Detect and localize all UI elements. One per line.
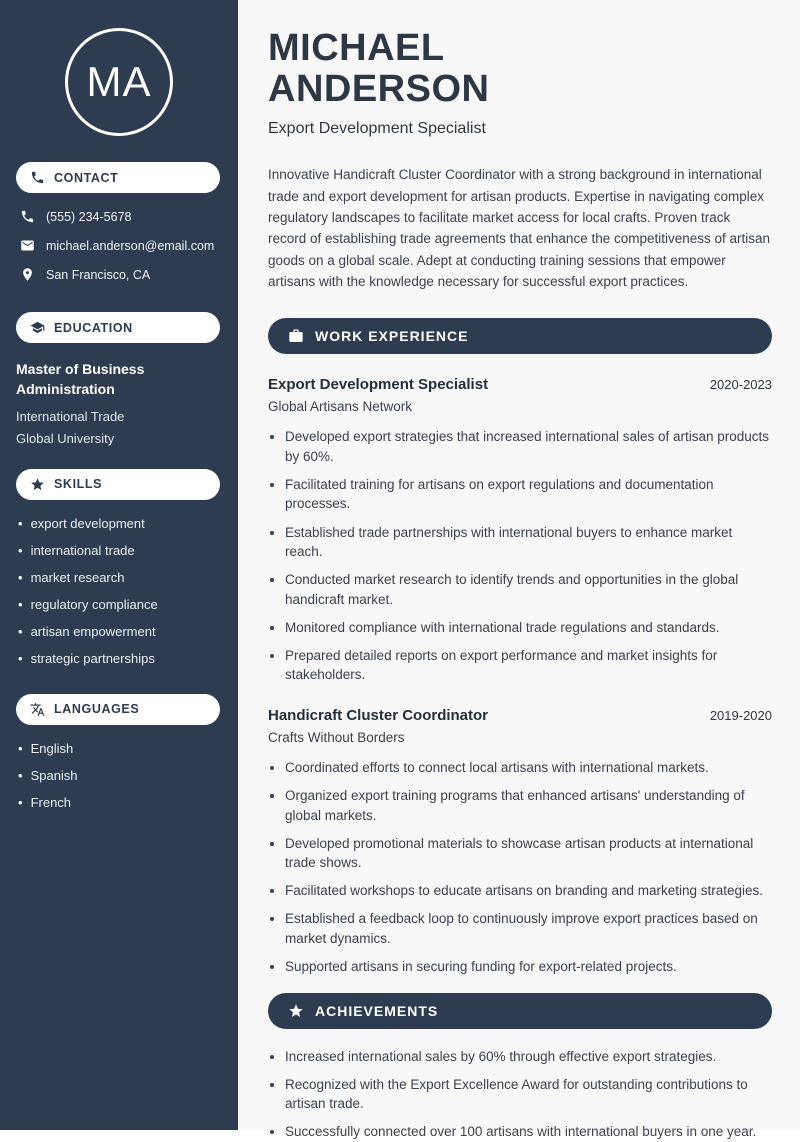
phone-icon <box>30 170 45 185</box>
skill-item: • regulatory compliance <box>18 597 224 612</box>
achievement-bullet: • Recognized with the Export Excellence Award for outstanding contributions to artisan trade. <box>285 1075 772 1114</box>
education-degree: Master of Business Administration <box>16 361 145 398</box>
languages-section-header <box>16 694 220 725</box>
job-position: Handicraft Cluster Coordinator <box>268 706 489 724</box>
language-item: • English <box>18 741 224 756</box>
job-dates: 2020-2023 <box>709 377 772 393</box>
job-bullet: • Facilitated training for artisans on export regulations and documentation processes. <box>285 475 772 514</box>
contact-email-row <box>0 238 238 253</box>
graduation-cap-icon <box>30 320 45 335</box>
job-bullet: • Prepared detailed reports on export performance and market insights for stakeholders. <box>285 646 772 685</box>
briefcase-icon <box>288 328 304 344</box>
contact-location-row <box>0 267 238 282</box>
contact-section-header <box>16 162 220 193</box>
avatar-initials: MA <box>86 58 152 105</box>
job-bullet: • Established trade partnerships with international buyers to enhance market reach. <box>285 523 772 562</box>
skill-item: • export development <box>18 516 224 531</box>
skill-item: • market research <box>18 570 224 585</box>
job-dates: 2019-2020 <box>709 707 772 723</box>
star-icon <box>30 477 45 492</box>
job-entry <box>268 707 772 977</box>
achievement-bullet: • Increased international sales by 60% through effective export strategies. <box>285 1047 772 1067</box>
job-header <box>268 707 772 724</box>
education-entry <box>0 359 238 446</box>
job-position: Export Development Specialist <box>268 376 489 394</box>
skills-section-title: SKILLS <box>54 477 103 492</box>
skill-item: • strategic partnerships <box>18 651 224 666</box>
achievement-bullet: • Successfully connected over 100 artisans with international buyers in one year. <box>285 1122 772 1142</box>
language-item: • Spanish <box>18 768 224 783</box>
contact-phone-value: (555) 234-5678 <box>46 209 132 224</box>
job-bullet: • Facilitated workshops to educate artisans on branding and marketing strategies. <box>285 881 772 901</box>
job-company: Global Artisans Network <box>268 399 413 415</box>
education-section-header <box>16 312 220 343</box>
education-section-title: EDUCATION <box>54 320 133 335</box>
phone-icon <box>20 209 35 224</box>
skills-section-header <box>16 469 220 500</box>
name-last-line: ANDERSON <box>268 67 490 110</box>
job-bullet: • Developed export strategies that increased international sales of artisan products by 60%. <box>285 427 772 466</box>
resume-main <box>238 0 800 1140</box>
job-header <box>268 376 772 393</box>
avatar <box>65 28 173 136</box>
languages-section-title: LANGUAGES <box>54 702 140 717</box>
job-bullet: • Monitored compliance with international trade regulations and standards. <box>285 618 772 638</box>
job-bullet-list <box>268 758 772 977</box>
job-bullet: • Developed promotional materials to showcase artisan products at international trade shows. <box>285 834 772 873</box>
contact-email-value: michael.anderson@email.com <box>46 238 215 253</box>
language-item: • French <box>18 795 224 810</box>
skills-list <box>0 516 238 666</box>
star-icon <box>288 1003 304 1019</box>
name-first-line: MICHAEL <box>268 27 445 69</box>
job-bullet: • Conducted market research to identify trends and opportunities in the global handicraft market. <box>285 570 772 609</box>
work-experience-title: WORK EXPERIENCE <box>315 328 469 345</box>
education-field: International Trade <box>16 408 125 424</box>
job-bullet: • Supported artisans in securing funding for export-related projects. <box>285 957 772 977</box>
achievements-title: ACHIEVEMENTS <box>315 1002 439 1019</box>
skill-item: • international trade <box>18 543 224 558</box>
job-company: Crafts Without Borders <box>268 729 405 745</box>
contact-location-value: San Francisco, CA <box>46 267 151 282</box>
job-title: Export Development Specialist <box>268 120 486 138</box>
job-bullet: • Organized export training programs that enhanced artisans' understanding of global markets. <box>285 786 772 825</box>
mail-icon <box>20 238 35 253</box>
work-experience-banner <box>268 318 772 354</box>
contact-phone-row <box>0 209 238 224</box>
job-entry <box>268 376 772 685</box>
education-school: Global University <box>16 430 115 446</box>
contact-section-title: CONTACT <box>54 170 119 185</box>
translate-icon <box>30 702 45 717</box>
job-bullet: • Established a feedback loop to continuously improve export practices based on market dynamics. <box>285 909 772 948</box>
languages-list <box>0 741 238 810</box>
job-bullet-list <box>268 427 772 685</box>
job-bullet: • Coordinated efforts to connect local artisans with international markets. <box>285 758 772 778</box>
map-pin-icon <box>20 267 35 282</box>
achievements-banner <box>268 993 772 1029</box>
sidebar <box>0 0 238 1130</box>
achievements-section <box>268 993 772 1142</box>
professional-summary: Innovative Handicraft Cluster Coordinator with a strong background in international trade and export development for artisan products. Expertise in navigating complex regulatory landscapes to facilitate market access for local crafts. Proven track record of establishing trade agreements that enhance the competitiveness of artisan goods on a global scale. Adept at conducting training sessions that empower artisans with the knowledge necessary for successful export practices. <box>268 167 771 289</box>
skill-item: • artisan empowerment <box>18 624 224 639</box>
achievements-list <box>268 1047 772 1142</box>
